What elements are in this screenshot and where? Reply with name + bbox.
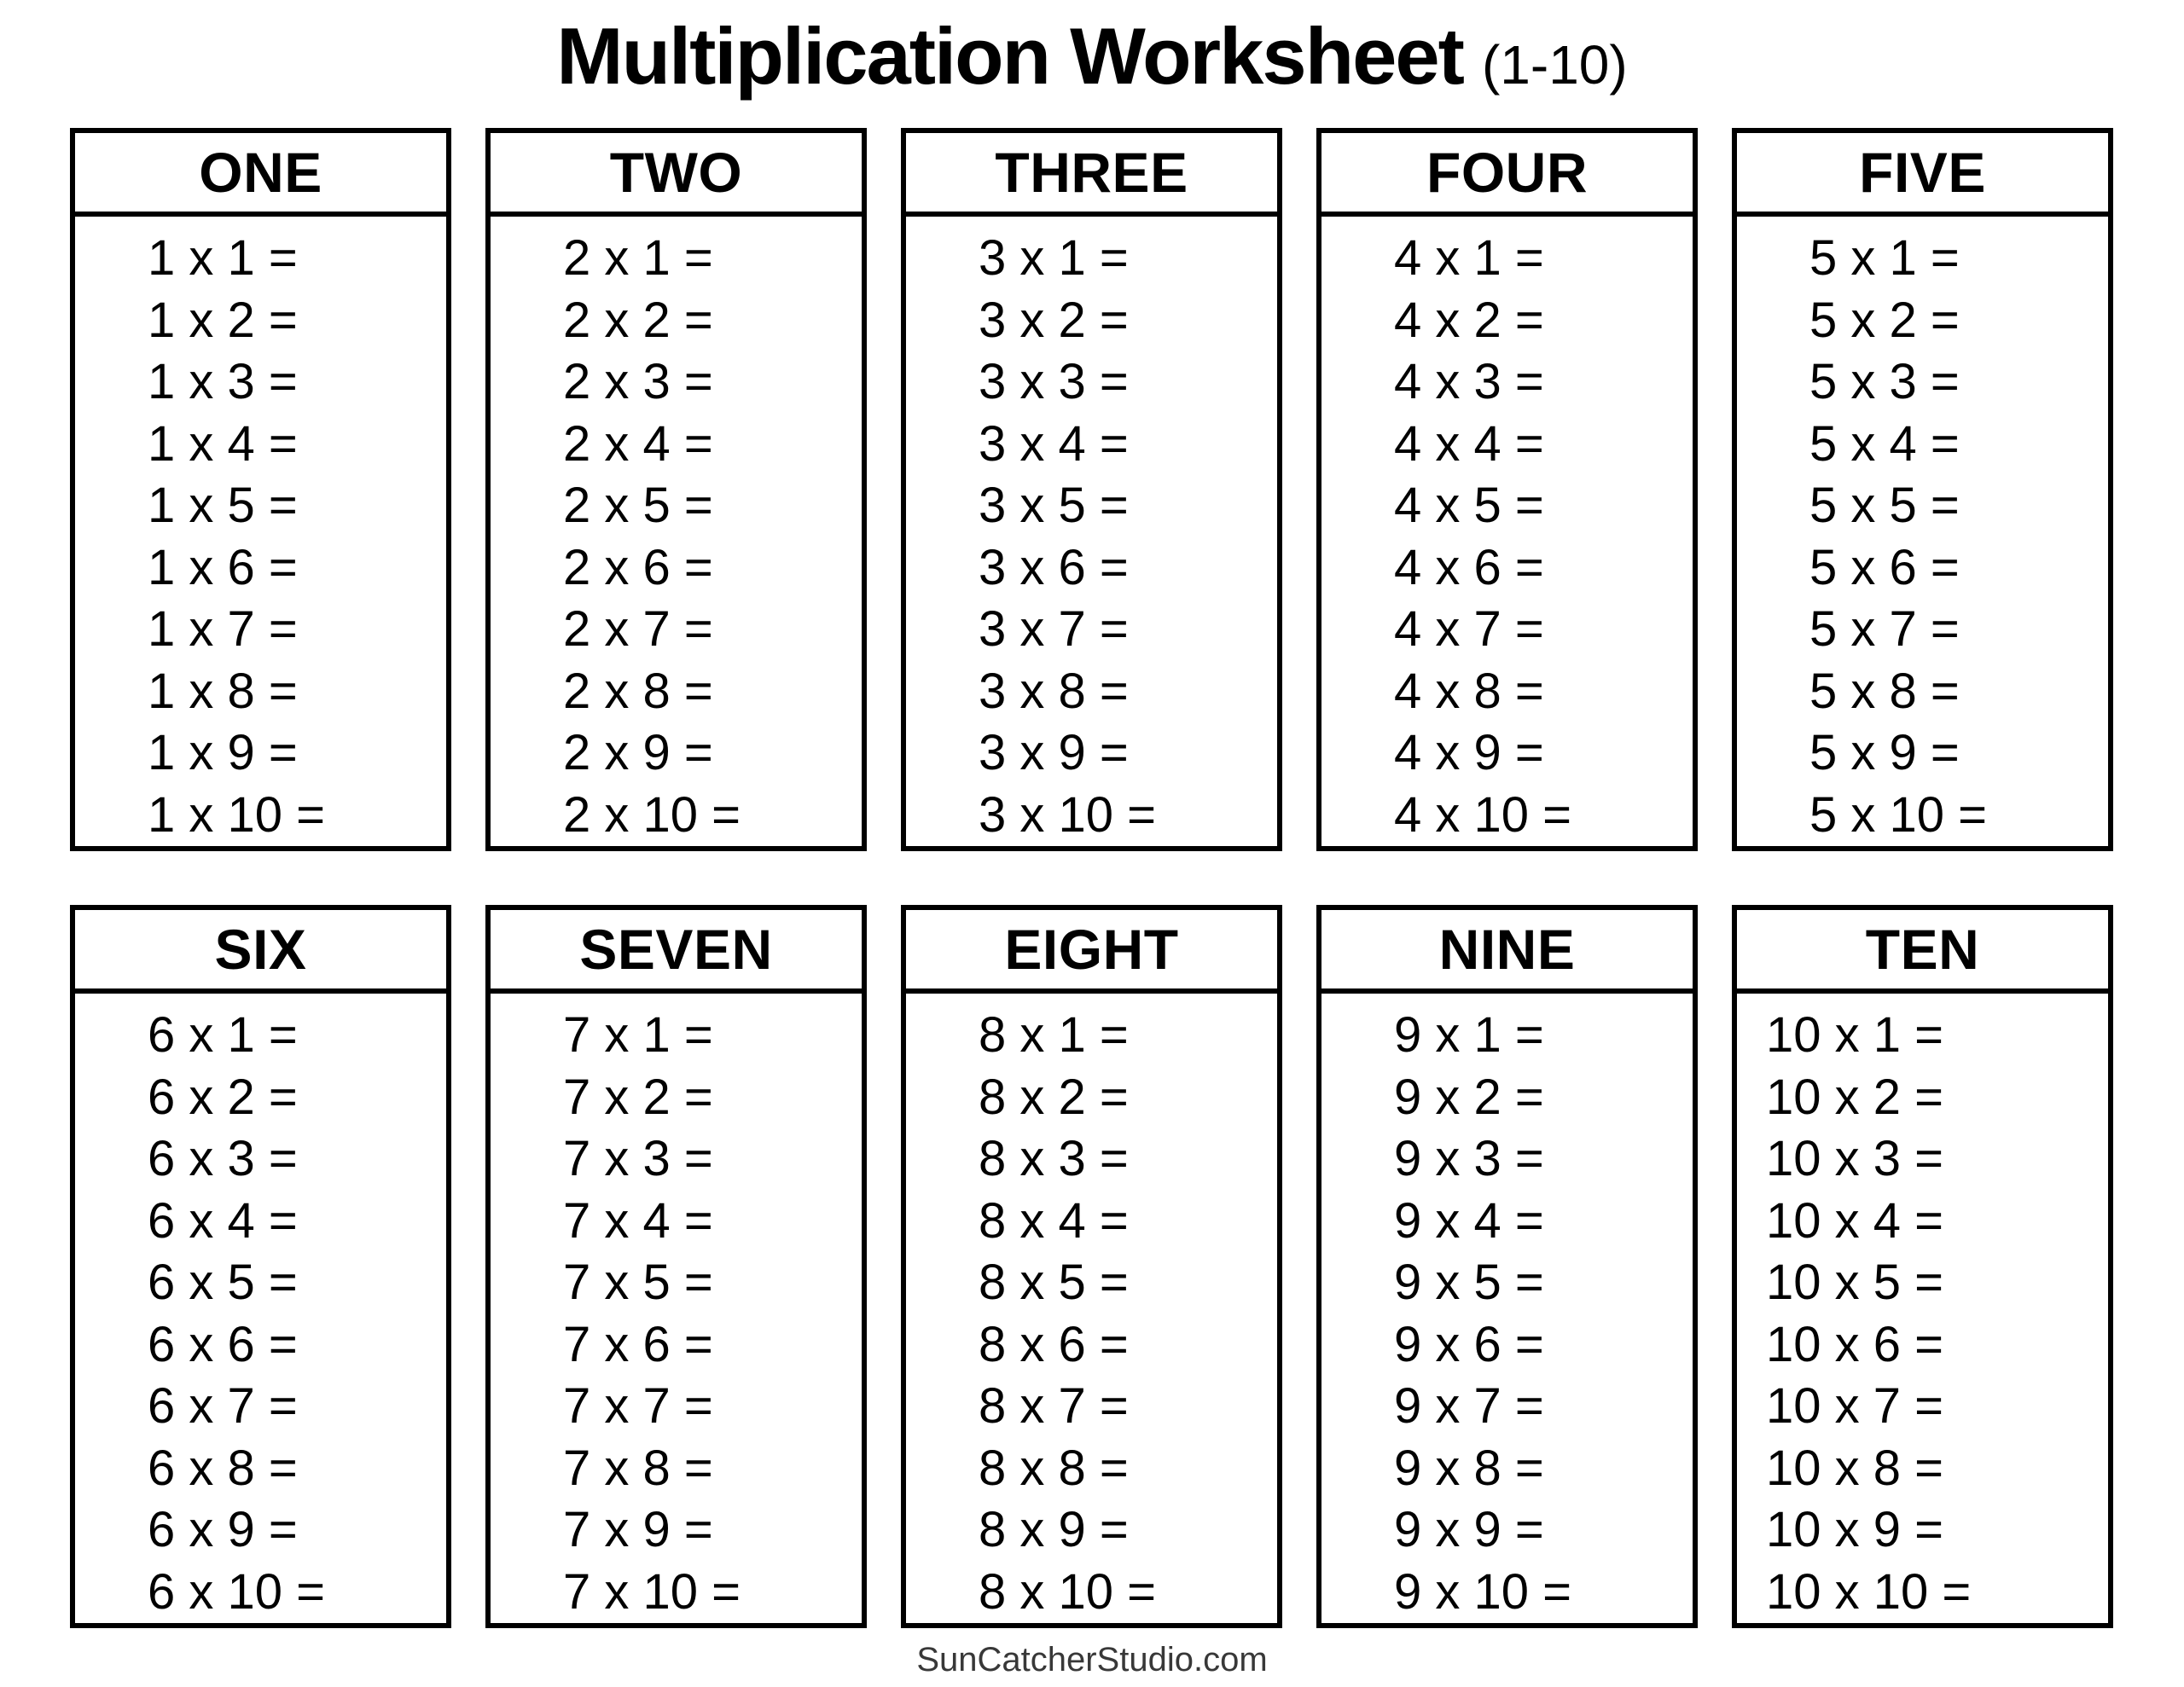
table-body xyxy=(491,994,862,1623)
table-body xyxy=(1737,217,2108,846)
table-header-five: FIVE xyxy=(1737,133,2108,217)
problem-row: 10 x 1 = xyxy=(1766,1007,1943,1063)
problem-row: 8 x 4 = xyxy=(979,1192,1129,1249)
problem-row: 1 x 3 = xyxy=(148,354,298,409)
page-title-main: Multiplication Worksheet xyxy=(556,11,1463,101)
table-header-seven: SEVEN xyxy=(491,910,862,994)
problem-row: 3 x 8 = xyxy=(979,663,1129,719)
table-box-six xyxy=(70,905,451,1628)
problem-row: 7 x 6 = xyxy=(563,1316,713,1372)
problem-row: 6 x 1 = xyxy=(148,1007,298,1063)
problem-row: 2 x 9 = xyxy=(563,725,713,780)
problem-row: 9 x 4 = xyxy=(1394,1192,1544,1249)
problem-row: 7 x 5 = xyxy=(563,1255,713,1310)
problem-row: 9 x 9 = xyxy=(1394,1502,1544,1557)
problem-row: 2 x 7 = xyxy=(563,601,713,657)
problem-row: 4 x 7 = xyxy=(1394,601,1544,657)
problem-row: 4 x 6 = xyxy=(1394,539,1544,595)
problem-row: 1 x 4 = xyxy=(148,415,298,472)
problem-row: 9 x 7 = xyxy=(1394,1378,1544,1434)
problem-row: 2 x 3 = xyxy=(563,354,713,409)
problem-row: 1 x 2 = xyxy=(148,292,298,348)
table-body xyxy=(906,994,1277,1623)
table-header-three: THREE xyxy=(906,133,1277,217)
problem-row: 1 x 1 = xyxy=(148,230,298,286)
problem-row: 5 x 1 = xyxy=(1809,230,1960,286)
problem-row: 2 x 8 = xyxy=(563,663,713,719)
problem-row: 6 x 4 = xyxy=(148,1192,298,1249)
problem-row: 4 x 8 = xyxy=(1394,663,1544,719)
problem-row: 9 x 8 = xyxy=(1394,1440,1544,1496)
problem-row: 5 x 6 = xyxy=(1809,539,1960,595)
problem-row: 5 x 10 = xyxy=(1809,786,1987,843)
problem-row: 4 x 2 = xyxy=(1394,292,1544,348)
problem-row: 9 x 5 = xyxy=(1394,1255,1544,1310)
problem-row: 3 x 1 = xyxy=(979,230,1129,286)
problem-row: 5 x 9 = xyxy=(1809,725,1960,780)
problem-row: 8 x 9 = xyxy=(979,1502,1129,1557)
table-box-nine xyxy=(1316,905,1698,1628)
problem-row: 2 x 6 = xyxy=(563,539,713,595)
problem-row: 6 x 8 = xyxy=(148,1440,298,1496)
problem-row: 3 x 6 = xyxy=(979,539,1129,595)
page-title xyxy=(0,12,2184,109)
problem-row: 3 x 10 = xyxy=(979,786,1156,843)
problem-row: 6 x 6 = xyxy=(148,1316,298,1372)
problem-row: 8 x 2 = xyxy=(979,1069,1129,1125)
problem-row: 4 x 10 = xyxy=(1394,786,1571,843)
problem-row: 4 x 1 = xyxy=(1394,230,1544,286)
table-box-three xyxy=(901,128,1282,851)
problem-row: 10 x 7 = xyxy=(1766,1378,1943,1434)
problem-row: 7 x 2 = xyxy=(563,1069,713,1125)
table-header-ten: TEN xyxy=(1737,910,2108,994)
problem-row: 10 x 4 = xyxy=(1766,1192,1943,1249)
problem-row: 1 x 7 = xyxy=(148,601,298,657)
table-box-two xyxy=(485,128,867,851)
problem-row: 7 x 7 = xyxy=(563,1378,713,1434)
table-body xyxy=(75,217,446,846)
problem-row: 3 x 9 = xyxy=(979,725,1129,780)
page-title-range: (1-10) xyxy=(1481,34,1628,96)
problem-row: 6 x 2 = xyxy=(148,1069,298,1125)
table-body xyxy=(491,217,862,846)
problem-row: 9 x 10 = xyxy=(1394,1563,1571,1620)
table-header-eight: EIGHT xyxy=(906,910,1277,994)
problem-row: 10 x 9 = xyxy=(1766,1502,1943,1557)
problem-row: 1 x 5 = xyxy=(148,478,298,533)
problem-row: 7 x 9 = xyxy=(563,1502,713,1557)
problem-row: 8 x 3 = xyxy=(979,1131,1129,1186)
problem-row: 8 x 10 = xyxy=(979,1563,1156,1620)
problem-row: 3 x 2 = xyxy=(979,292,1129,348)
footer-credit: SunCatcherStudio.com xyxy=(916,1641,1268,1678)
problem-row: 6 x 10 = xyxy=(148,1563,325,1620)
table-header-six: SIX xyxy=(75,910,446,994)
problem-row: 9 x 1 = xyxy=(1394,1007,1544,1063)
problem-row: 6 x 5 = xyxy=(148,1255,298,1310)
problem-row: 3 x 7 = xyxy=(979,601,1129,657)
problem-row: 8 x 1 = xyxy=(979,1007,1129,1063)
problem-row: 3 x 4 = xyxy=(979,415,1129,472)
problem-row: 3 x 3 = xyxy=(979,354,1129,409)
problem-row: 2 x 5 = xyxy=(563,478,713,533)
problem-row: 5 x 7 = xyxy=(1809,601,1960,657)
problem-row: 4 x 4 = xyxy=(1394,415,1544,472)
problem-row: 2 x 1 = xyxy=(563,230,713,286)
problem-row: 7 x 10 = xyxy=(563,1563,741,1620)
problem-row: 10 x 10 = xyxy=(1766,1563,1972,1620)
problem-row: 4 x 5 = xyxy=(1394,478,1544,533)
table-box-four xyxy=(1316,128,1698,851)
table-box-ten xyxy=(1732,905,2113,1628)
problem-row: 7 x 8 = xyxy=(563,1440,713,1496)
problem-row: 6 x 3 = xyxy=(148,1131,298,1186)
problem-row: 10 x 3 = xyxy=(1766,1131,1943,1186)
problem-row: 4 x 9 = xyxy=(1394,725,1544,780)
problem-row: 4 x 3 = xyxy=(1394,354,1544,409)
problem-row: 1 x 9 = xyxy=(148,725,298,780)
table-box-seven xyxy=(485,905,867,1628)
table-header-four: FOUR xyxy=(1321,133,1693,217)
problem-row: 3 x 5 = xyxy=(979,478,1129,533)
problem-row: 9 x 6 = xyxy=(1394,1316,1544,1372)
table-box-eight xyxy=(901,905,1282,1628)
problem-row: 6 x 9 = xyxy=(148,1502,298,1557)
problem-row: 2 x 4 = xyxy=(563,415,713,472)
problem-row: 9 x 2 = xyxy=(1394,1069,1544,1125)
table-header-nine: NINE xyxy=(1321,910,1693,994)
problem-row: 6 x 7 = xyxy=(148,1378,298,1434)
table-header-one: ONE xyxy=(75,133,446,217)
problem-row: 8 x 6 = xyxy=(979,1316,1129,1372)
problem-row: 5 x 2 = xyxy=(1809,292,1960,348)
table-box-one xyxy=(70,128,451,851)
problem-row: 2 x 2 = xyxy=(563,292,713,348)
table-body xyxy=(75,994,446,1623)
table-box-five xyxy=(1732,128,2113,851)
problem-row: 8 x 5 = xyxy=(979,1255,1129,1310)
problem-row: 7 x 4 = xyxy=(563,1192,713,1249)
problem-row: 5 x 8 = xyxy=(1809,663,1960,719)
problem-row: 8 x 8 = xyxy=(979,1440,1129,1496)
problem-row: 10 x 2 = xyxy=(1766,1069,1943,1125)
table-body xyxy=(1321,994,1693,1623)
problem-row: 7 x 3 = xyxy=(563,1131,713,1186)
worksheet-grid xyxy=(70,128,2113,1628)
problem-row: 5 x 3 = xyxy=(1809,354,1960,409)
problem-row: 7 x 1 = xyxy=(563,1007,713,1063)
problem-row: 1 x 6 = xyxy=(148,539,298,595)
table-body xyxy=(1321,217,1693,846)
problem-row: 9 x 3 = xyxy=(1394,1131,1544,1186)
problem-row: 10 x 8 = xyxy=(1766,1440,1943,1496)
problem-row: 1 x 8 = xyxy=(148,663,298,719)
problem-row: 2 x 10 = xyxy=(563,786,741,843)
problem-row: 5 x 4 = xyxy=(1809,415,1960,472)
table-body xyxy=(906,217,1277,846)
table-body xyxy=(1737,994,2108,1623)
problem-row: 10 x 6 = xyxy=(1766,1316,1943,1372)
problem-row: 10 x 5 = xyxy=(1766,1255,1943,1310)
problem-row: 5 x 5 = xyxy=(1809,478,1960,533)
problem-row: 8 x 7 = xyxy=(979,1378,1129,1434)
problem-row: 1 x 10 = xyxy=(148,786,325,843)
table-header-two: TWO xyxy=(491,133,862,217)
